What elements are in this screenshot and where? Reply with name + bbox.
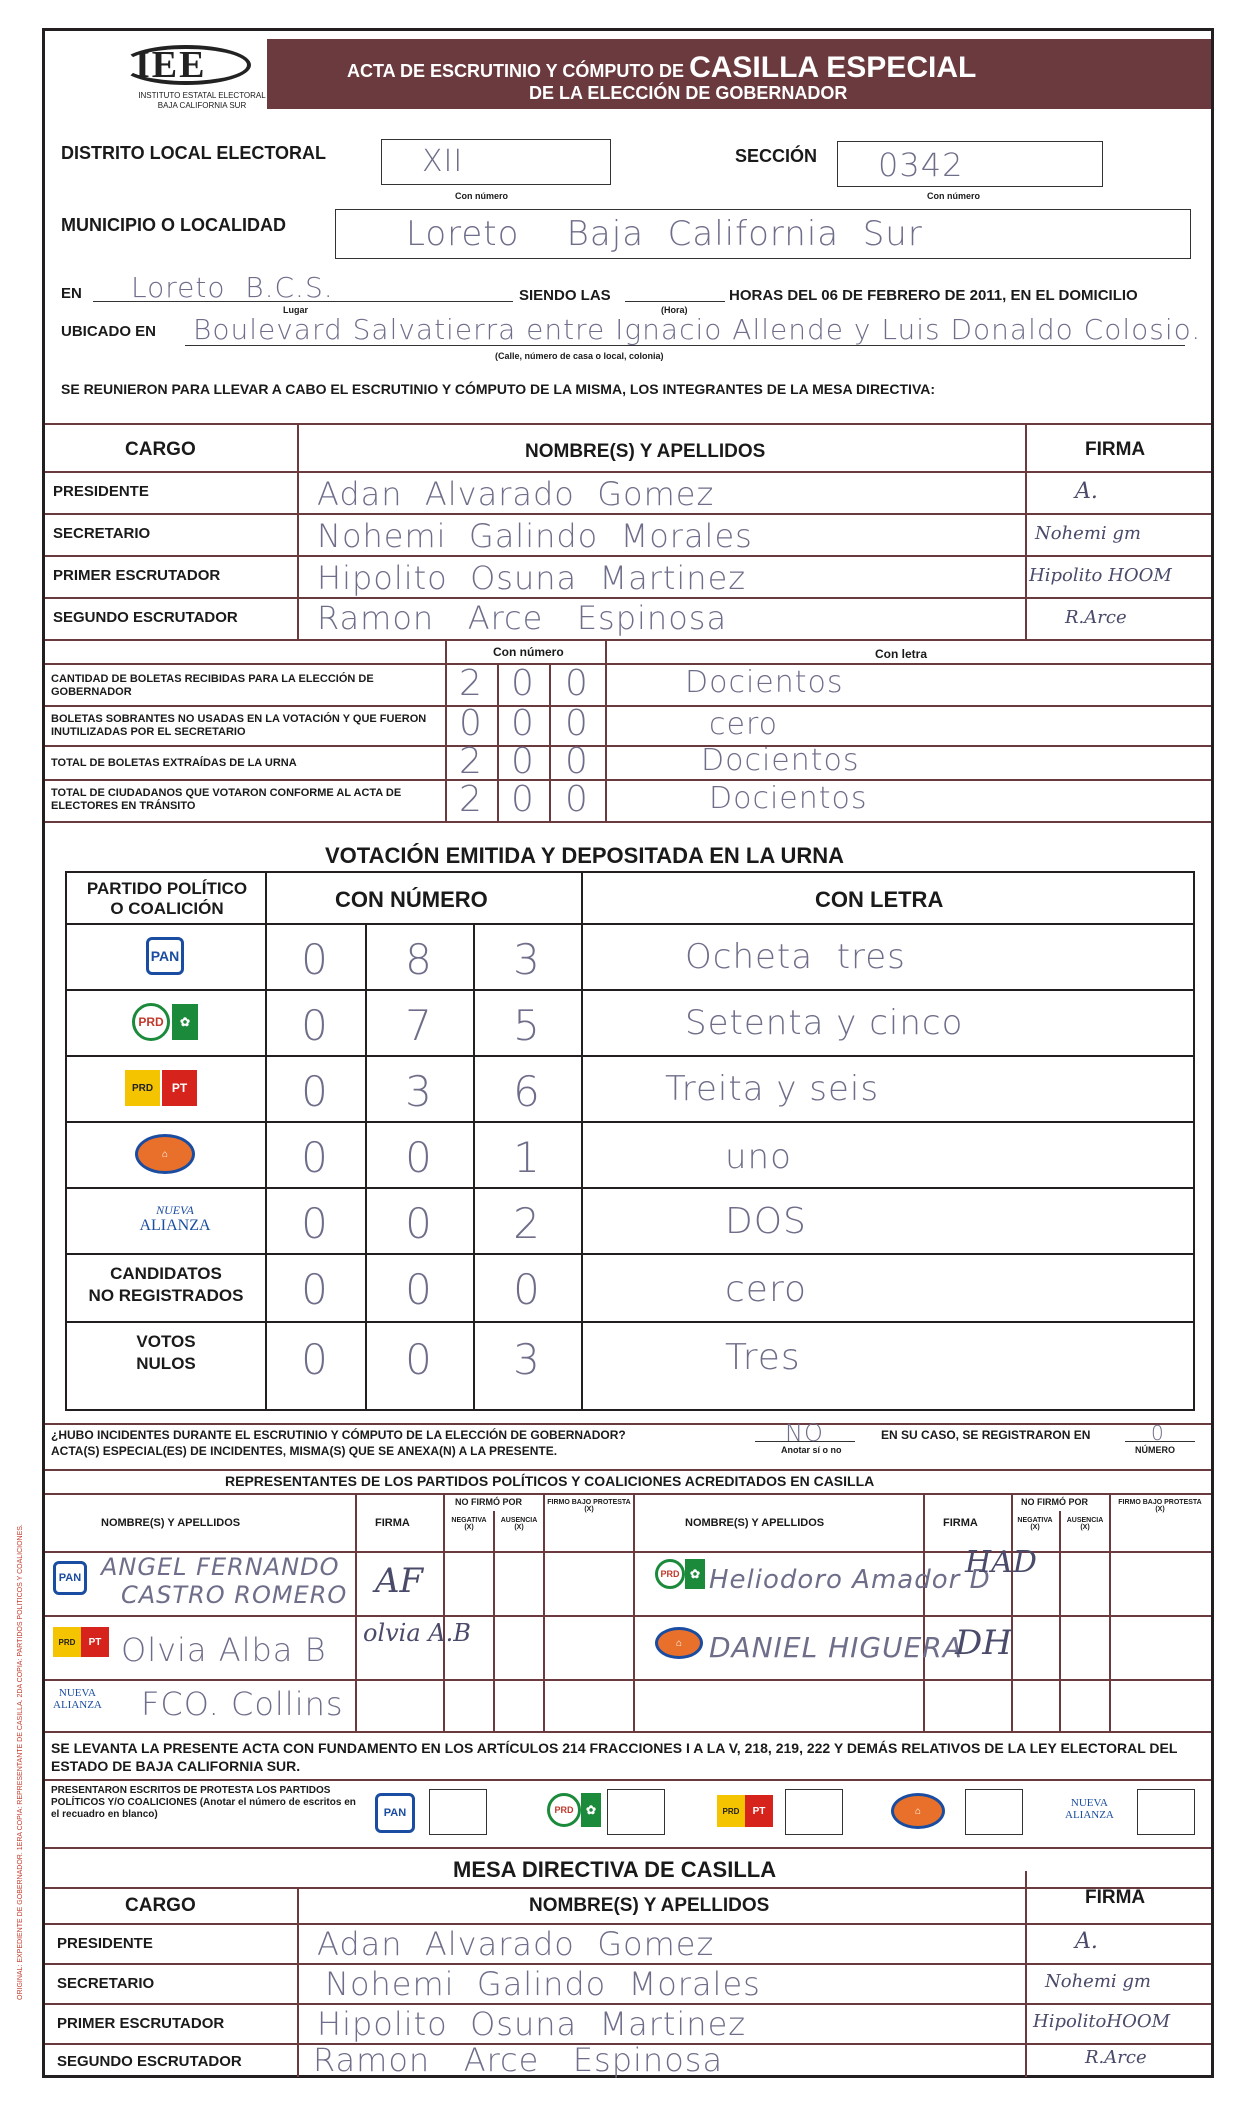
bottom-nombre-secretario: Nohemi Galindo Morales [325,1965,761,2003]
copy-distribution-note: ORIGINAL: EXPEDIENTE DE GOBERNADOR. 1ERA COPIA: REPRESENTANTE DE CASILLA. 2DA COPIA: PARTIDOS POLITICOS Y COALICIONES. [17,1524,24,2000]
convergencia-letra: uno [725,1137,792,1177]
votos-nulos-line2: NULOS [136,1354,196,1373]
pan-logo [129,931,201,981]
bottom-cargo-primer-escrutador: PRIMER ESCRUTADOR [57,2015,225,2032]
rep-pt-icon: PT [81,1627,109,1657]
rep-prd-sun-icon: PRD [53,1627,81,1657]
votos-nulos-d3: 3 [513,1335,541,1384]
rep-col-firma-left: FIRMA [375,1517,410,1529]
nueva-alianza-icon [139,1202,210,1234]
municipality-field[interactable] [335,209,1191,259]
rep-col-nombre-right: NOMBRE(S) Y APELLIDOS [685,1517,825,1529]
ubicado-label: UBICADO EN [61,323,157,340]
siendo-label: SIENDO LAS [519,287,611,304]
rep-col-negativa-right: NEGATIVA (X) [1017,1517,1053,1531]
district-value: XII [422,144,464,179]
citizens-voted-d2: 0 [511,779,535,820]
municipality-value: Loreto Baja California Sur [406,214,923,254]
address-caption: (Calle, número de casa o local, colonia) [495,351,664,361]
convergencia-icon: ⌂ [135,1134,195,1174]
rep-na-name: FCO. Collins [141,1685,344,1723]
title-banner [267,39,1211,109]
protest-na-box[interactable] [1137,1789,1195,1835]
cargo-segundo-escrutador: SEGUNDO ESCRUTADOR [53,609,238,626]
cargo-primer-escrutador: PRIMER ESCRUTADOR [53,567,221,584]
prd-pt-d3: 6 [513,1067,541,1116]
ballots-received-d1: 2 [459,663,483,704]
bottom-firma-primer-escrutador: HipolitoHOOM [1033,2011,1171,2032]
rep-col-nombre-left: NOMBRE(S) Y APELLIDOS [101,1517,241,1529]
citizens-voted-letra: Docientos [709,781,868,816]
section-label: SECCIÓN [735,146,818,166]
ballots-extracted-d3: 0 [565,741,589,782]
protest-prd-icon: PRD [547,1793,581,1827]
no-registrados-letra: cero [725,1269,807,1310]
votos-nulos-label [71,1331,261,1375]
rep-na-icon [53,1687,102,1711]
en-label: EN [61,285,82,302]
rep-prd-pvem-firma: HAD [965,1545,1037,1580]
section-caption: Con número [927,191,980,201]
hora-line [625,301,725,302]
rep-prd-pt-icon [53,1627,109,1657]
reunieron-text: SE REUNIERON PARA LLEVAR A CABO EL ESCRUTINIO Y CÓMPUTO DE LA MISMA, LOS INTEGRANTES DE LA MESA DIRECTIVA: [61,381,936,397]
rep-pan-icon: PAN [53,1561,87,1595]
lugar-caption: Lugar [283,305,309,315]
citizens-voted-label: TOTAL DE CIUDADANOS QUE VOTARON CONFORME AL ACTA DE ELECTORES EN TRÁNSITO [51,787,402,812]
protest-pan-icon: PAN [375,1793,415,1833]
logo-caption-line1: INSTITUTO ESTATAL ELECTORAL [138,91,266,100]
nueva-alianza-letra: DOS [725,1201,807,1242]
protest-convergencia-icon: ⌂ [891,1793,945,1829]
no-registrados-line2: NO REGISTRADOS [88,1286,244,1305]
ballots-extracted-letra: Docientos [701,743,860,778]
pan-d1: 0 [301,935,329,984]
prd-pvem-letra: Setenta y cinco [685,1003,964,1043]
rep-convergencia-name: DANIEL HIGUERA [709,1631,963,1664]
nueva-alianza-d2: 0 [405,1199,433,1248]
protest-prd-sun-icon: PRD [717,1795,745,1827]
pan-d3: 3 [513,935,541,984]
representatives-title: REPRESENTANTES DE LOS PARTIDOS POLÍTICOS Y COALICIONES ACREDITADOS EN CASILLA [225,1473,875,1489]
ballots-unused-letra: cero [709,707,778,742]
incidents-answer: NO [785,1419,824,1447]
ballots-unused-d1: 0 [459,703,483,744]
protest-pt-icon: PT [745,1795,773,1827]
protest-pvem-icon: ✿ [581,1793,601,1827]
rep-prd-pt-firma: olvia A.B [363,1619,471,1647]
ballots-extracted-d1: 2 [459,741,483,782]
document-subtitle: DE LA ELECCIÓN DE GOBERNADOR [529,83,848,103]
no-registrados-line1: CANDIDATOS [110,1264,222,1283]
prd-pt-letra: Treita y seis [665,1069,880,1109]
prd-pt-logo [125,1063,197,1113]
incidents-answer-caption: Anotar sí o no [781,1445,842,1455]
prd-pt-d2: 3 [405,1067,433,1116]
ballots-received-letra: Docientos [685,665,844,700]
district-field[interactable] [381,139,611,185]
rep-col-ausencia-left: AUSENCIA (X) [500,1517,538,1531]
bottom-cargo-secretario: SECRETARIO [57,1975,155,1992]
rep-col-ausencia-right: AUSENCIA (X) [1066,1517,1104,1531]
protests-text: PRESENTARON ESCRITOS DE PROTESTA LOS PARTIDOS POLÍTICOS Y/O COALICIONES (Anotar el número de escritos en el recuadro en blanco) [51,1785,356,1820]
rep-pan-firma: AF [375,1561,424,1601]
election-record-sheet [42,28,1214,2078]
convergencia-d1: 0 [301,1133,329,1182]
horas-text: HORAS DEL 06 DE FEBRERO DE 2011, EN EL DOMICILIO [729,287,1138,304]
bottom-cargo-segundo-escrutador: SEGUNDO ESCRUTADOR [57,2053,242,2070]
votos-nulos-d2: 0 [405,1335,433,1384]
lugar-value: Loreto B.C.S. [131,271,334,304]
citizens-voted-d3: 0 [565,779,589,820]
col-cargo: CARGO [125,439,196,460]
col-nombre: NOMBRE(S) Y APELLIDOS [525,441,766,462]
rep-na-line1: NUEVA [58,1687,96,1699]
nueva-alianza-d1: 0 [301,1199,329,1248]
document-title [347,51,976,85]
rep-col-firma-right: FIRMA [943,1517,978,1529]
no-registrados-d3: 0 [513,1265,541,1314]
prd-icon: PRD [132,1003,170,1041]
ballots-extracted-label: TOTAL DE BOLETAS EXTRAÍDAS DE LA URNA [51,757,297,769]
ballots-col-letra: Con letra [875,647,928,661]
protest-prd-pt-icon [717,1795,773,1827]
protest-prd-pvem-icon [547,1793,601,1827]
bottom-col-cargo: CARGO [125,1895,196,1916]
col-partido-line2: O COALICIÓN [110,899,224,918]
nombre-primer-escrutador: Hipolito Osuna Martinez [317,559,747,597]
no-registrados-d1: 0 [301,1265,329,1314]
title-main: CASILLA ESPECIAL [689,51,977,84]
ballots-unused-d3: 0 [565,703,589,744]
ballots-received-d2: 0 [511,663,535,704]
citizens-voted-d1: 2 [459,779,483,820]
col-partido-line1: PARTIDO POLÍTICO [86,879,248,898]
logo-caption-line2: BAJA CALIFORNIA SUR [157,101,247,110]
legal-text: SE LEVANTA LA PRESENTE ACTA CON FUNDAMENTO EN LOS ARTÍCULOS 214 FRACCIONES I A LA V, 218, 219, 222 Y DEMÁS RELATIVOS DE LA LEY ELECTORAL DEL ESTADO DE BAJA CALIFORNIA SUR. [51,1740,1178,1774]
na-line1: NUEVA [156,1203,194,1217]
pan-letra: Ocheta tres [685,937,906,977]
firma-segundo-escrutador: R.Arce [1065,607,1127,628]
rep-convergencia-firma: DH [955,1623,1012,1663]
bottom-nombre-primer-escrutador: Hipolito Osuna Martinez [317,2005,747,2043]
rep-prd-pvem-name: Heliodoro Amador D [709,1565,991,1595]
header [45,31,1211,116]
ballots-extracted-d2: 0 [511,741,535,782]
bottom-col-firma: FIRMA [1085,1887,1146,1908]
nueva-alianza-d3: 2 [513,1199,541,1248]
rep-col-protesta-left: FIRMO BAJO PROTESTA (X) [547,1499,631,1513]
section-field[interactable] [837,141,1103,187]
address-value: Boulevard Salvatierra entre Ignacio Allende y Luis Donaldo Colosio. [193,313,1202,346]
rep-col-protesta-right: FIRMO BAJO PROTESTA (X) [1118,1499,1202,1513]
rep-col-negativa-left: NEGATIVA (X) [451,1517,487,1531]
bottom-col-nombre: NOMBRE(S) Y APELLIDOS [529,1895,770,1916]
protest-na-line2: ALIANZA [1065,1809,1114,1821]
logo-text: IEE [135,44,207,86]
protest-na-line1: NUEVA [1070,1797,1108,1809]
district-label: DISTRITO LOCAL ELECTORAL [61,143,327,163]
bottom-firma-secretario: Nohemi gm [1045,1971,1151,1992]
votos-nulos-d1: 0 [301,1335,329,1384]
logo-caption [137,91,267,111]
incidents-annex: ACTA(S) ESPECIAL(ES) DE INCIDENTES, MISMA(S) QUE SE ANEXA(N) A LA PRESENTE. [51,1444,558,1458]
rep-prd-pvem-icon [655,1559,705,1589]
bottom-nombre-presidente: Adan Alvarado Gomez [317,1925,715,1963]
rep-pan-name1: ANGEL FERNANDO [101,1553,340,1581]
convergencia-d2: 0 [405,1133,433,1182]
prd-pvem-d1: 0 [301,1001,329,1050]
rep-pvem-icon: ✿ [685,1559,705,1589]
pan-icon: PAN [146,937,184,975]
rep-convergencia-icon: ⌂ [655,1627,703,1659]
protest-convergencia-box[interactable] [965,1789,1023,1835]
nombre-presidente: Adan Alvarado Gomez [317,475,715,513]
incidents-count: 0 [1151,1421,1165,1445]
nueva-alianza-logo [125,1193,225,1243]
pt-icon: PT [162,1070,197,1106]
convergencia-d3: 1 [513,1133,541,1182]
ballots-col-numero: Con número [493,645,564,659]
incidents-question: ¿HUBO INCIDENTES DURANTE EL ESCRUTINIO Y CÓMPUTO DE LA ELECCIÓN DE GOBERNADOR? [51,1428,626,1442]
firma-presidente: A. [1075,479,1098,504]
incidents-count-caption: NÚMERO [1135,1445,1175,1455]
prd-pvem-logo [129,997,201,1047]
votos-nulos-line1: VOTOS [136,1332,196,1351]
firma-primer-escrutador: Hipolito HOOM [1029,565,1172,586]
ballots-unused-label: BOLETAS SOBRANTES NO USADAS EN LA VOTACIÓN Y QUE FUERON INUTILIZADAS POR EL SECRETARIO [51,713,427,738]
prd-pvem-d3: 5 [513,1001,541,1050]
protest-prd-pt-box[interactable] [785,1789,843,1835]
rep-prd-icon: PRD [655,1559,685,1589]
bottom-firma-presidente: A. [1075,1929,1098,1954]
prd-pt-d1: 0 [301,1067,329,1116]
cargo-secretario: SECRETARIO [53,525,151,542]
pvem-icon: ✿ [172,1004,198,1040]
prd-pvem-d2: 7 [405,1001,433,1050]
protest-pan-box[interactable] [429,1789,487,1835]
ballots-received-label: CANTIDAD DE BOLETAS RECIBIDAS PARA LA ELECCIÓN DE GOBERNADOR [51,673,374,698]
pan-d2: 8 [405,935,433,984]
municipality-label: MUNICIPIO O LOCALIDAD [61,215,286,235]
col-con-numero: CON NÚMERO [335,887,488,912]
no-registrados-d2: 0 [405,1265,433,1314]
section-value: 0342 [878,146,964,184]
protest-prd-pvem-box[interactable] [607,1789,665,1835]
hora-caption: (Hora) [661,305,688,315]
na-line2: ALIANZA [139,1217,211,1234]
nombre-secretario: Nohemi Galindo Morales [317,517,753,555]
nombre-segundo-escrutador: Ramon Arce Espinosa [317,599,728,637]
firma-secretario: Nohemi gm [1035,523,1141,544]
prd-sun-icon: PRD [125,1070,160,1106]
rep-na-line2: ALIANZA [53,1699,102,1711]
col-firma: FIRMA [1085,439,1146,460]
bottom-firma-segundo-escrutador: R.Arce [1085,2047,1147,2068]
cargo-presidente: PRESIDENTE [53,483,149,500]
rep-col-nofirmo-right: NO FIRMÓ POR [1021,1497,1088,1507]
col-partido [77,879,257,919]
board-bottom-title: MESA DIRECTIVA DE CASILLA [453,1857,777,1882]
col-con-letra: CON LETRA [815,887,944,912]
ballots-received-d3: 0 [565,663,589,704]
bottom-nombre-segundo-escrutador: Ramon Arce Espinosa [313,2041,724,2079]
votos-nulos-letra: Tres [725,1337,801,1378]
district-caption: Con número [455,191,508,201]
rep-col-nofirmo-left: NO FIRMÓ POR [455,1497,522,1507]
rep-prd-pt-name: Olvia Alba B [121,1631,327,1669]
convergencia-logo [129,1129,201,1179]
protest-na-icon [1065,1797,1114,1821]
ballots-unused-d2: 0 [511,703,535,744]
votes-title: VOTACIÓN EMITIDA Y DEPOSITADA EN LA URNA [325,843,845,868]
incidents-registered: EN SU CASO, SE REGISTRARON EN [881,1428,1091,1442]
title-prefix: ACTA DE ESCRUTINIO Y CÓMPUTO DE [347,61,685,81]
no-registrados-label [71,1263,261,1307]
rep-pan-name2: CASTRO ROMERO [121,1581,348,1609]
bottom-cargo-presidente: PRESIDENTE [57,1935,153,1952]
